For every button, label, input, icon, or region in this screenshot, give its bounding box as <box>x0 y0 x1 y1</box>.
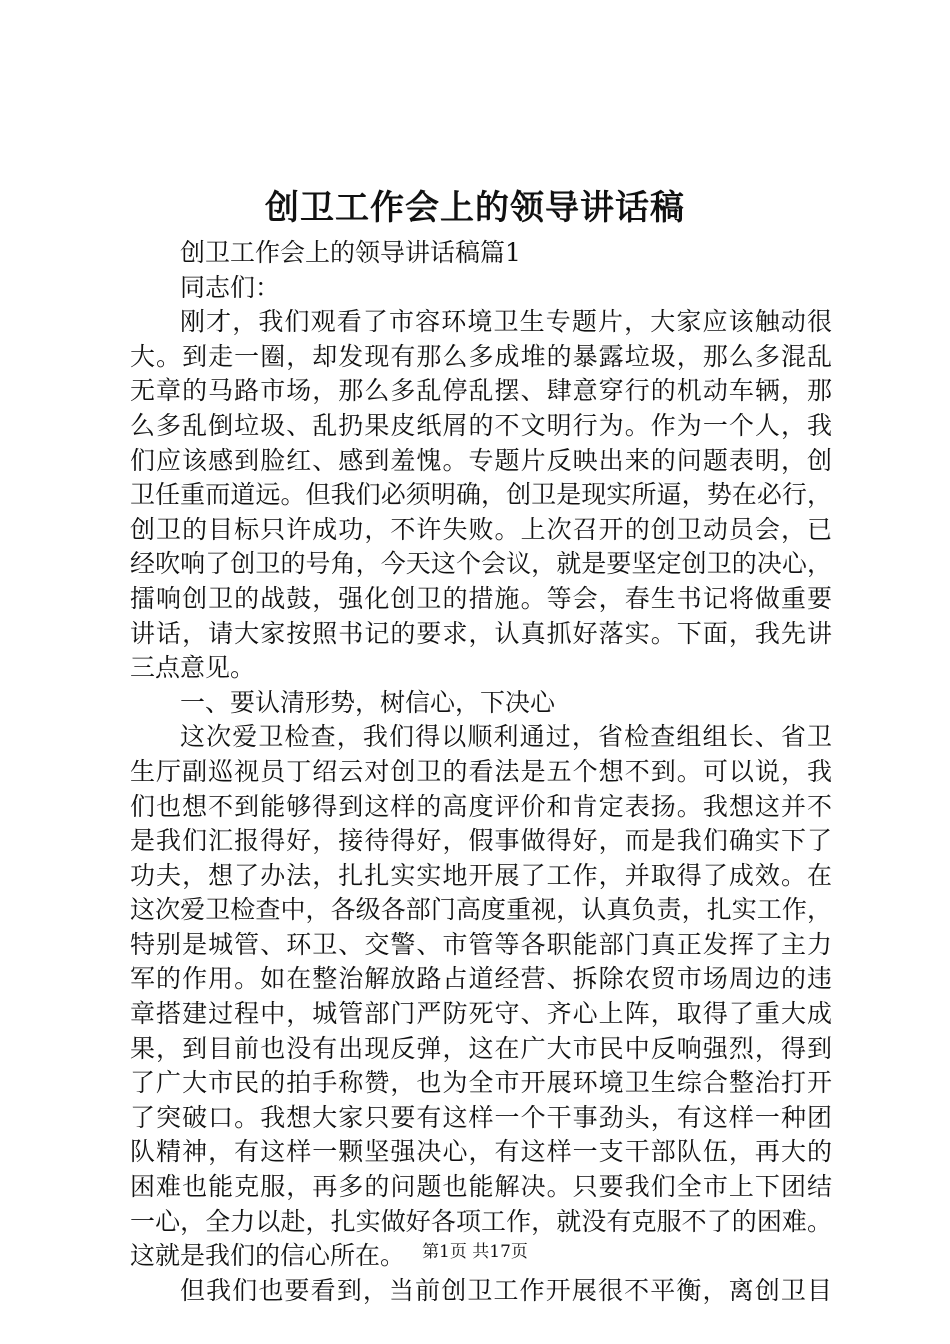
paragraph-line: 生厅副巡视员丁绍云对创卫的看法是五个想不到。可以说，我 <box>130 756 832 786</box>
paragraph-line: 大。到走一圈，却发现有那么多成堆的暴露垃圾，那么多混乱 <box>130 341 832 371</box>
section-heading: 创卫工作会上的领导讲话稿篇1 <box>180 238 521 267</box>
paragraph-line: 军的作用。如在整治解放路占道经营、拆除农贸市场周边的违 <box>130 964 832 994</box>
paragraph-line: 三点意见。 <box>130 653 256 683</box>
salutation: 同志们： <box>180 272 281 302</box>
paragraph-line: 队精神，有这样一颗坚强决心，有这样一支干部队伍，再大的 <box>130 1137 832 1167</box>
paragraph-line: 一心，全力以赴，扎实做好各项工作，就没有克服不了的困难。 <box>130 1206 832 1236</box>
page-number-footer: 第1页 共17页 <box>422 1242 528 1262</box>
section-heading: 一、要认清形势，树信心，下决心 <box>180 687 556 717</box>
paragraph-line: 功夫，想了办法，扎扎实实地开展了工作，并取得了成效。在 <box>130 860 832 890</box>
paragraph-line: 无章的马路市场，那么多乱停乱摆、肆意穿行的机动车辆，那 <box>130 376 832 406</box>
paragraph-line: 章搭建过程中，城管部门严防死守、齐心上阵，取得了重大成 <box>130 999 832 1029</box>
paragraph-line: 这就是我们的信心所在。 <box>130 1241 406 1271</box>
paragraph-line: 困难也能克服，再多的问题也能解决。只要我们全市上下团结 <box>130 1172 832 1202</box>
paragraph-line: 讲话，请大家按照书记的要求，认真抓好落实。下面，我先讲 <box>130 618 832 648</box>
paragraph-line: 们应该感到脸红、感到羞愧。专题片反映出来的问题表明，创 <box>130 445 832 475</box>
paragraph-line: 了广大市民的拍手称赞，也为全市开展环境卫生综合整治打开 <box>130 1068 832 1098</box>
document-title: 创卫工作会上的领导讲话稿 <box>265 188 685 228</box>
paragraph-line: 这次爱卫检查中，各级各部门高度重视，认真负责，扎实工作， <box>130 895 832 925</box>
paragraph-line: 了突破口。我想大家只要有这样一个干事劲头，有这样一种团 <box>130 1102 832 1132</box>
paragraph-line: 但我们也要看到，当前创卫工作开展很不平衡，离创卫目 <box>180 1275 832 1305</box>
document-body <box>130 236 832 1308</box>
paragraph-line: 果，到目前也没有出现反弹，这在广大市民中反响强烈，得到 <box>130 1033 832 1063</box>
paragraph-line: 擂响创卫的战鼓，强化创卫的措施。等会，春生书记将做重要 <box>130 583 832 613</box>
paragraph-line: 经吹响了创卫的号角，今天这个会议，就是要坚定创卫的决心， <box>130 549 832 579</box>
paragraph-line: 么多乱倒垃圾、乱扔果皮纸屑的不文明行为。作为一个人，我 <box>130 410 832 440</box>
paragraph-line: 刚才，我们观看了市容环境卫生专题片，大家应该触动很 <box>180 307 832 337</box>
paragraph-line: 们也想不到能够得到这样的高度评价和肯定表扬。我想这并不 <box>130 791 832 821</box>
paragraph-line: 这次爱卫检查，我们得以顺利通过，省检查组组长、省卫 <box>180 722 832 752</box>
paragraph-line: 创卫的目标只许成功，不许失败。上次召开的创卫动员会，已 <box>130 514 832 544</box>
paragraph-line: 是我们汇报得好，接待得好，假事做得好，而是我们确实下了 <box>130 826 832 856</box>
paragraph-line: 卫任重而道远。但我们必须明确，创卫是现实所逼，势在必行， <box>130 480 832 510</box>
paragraph-line: 特别是城管、环卫、交警、市管等各职能部门真正发挥了主力 <box>130 929 832 959</box>
